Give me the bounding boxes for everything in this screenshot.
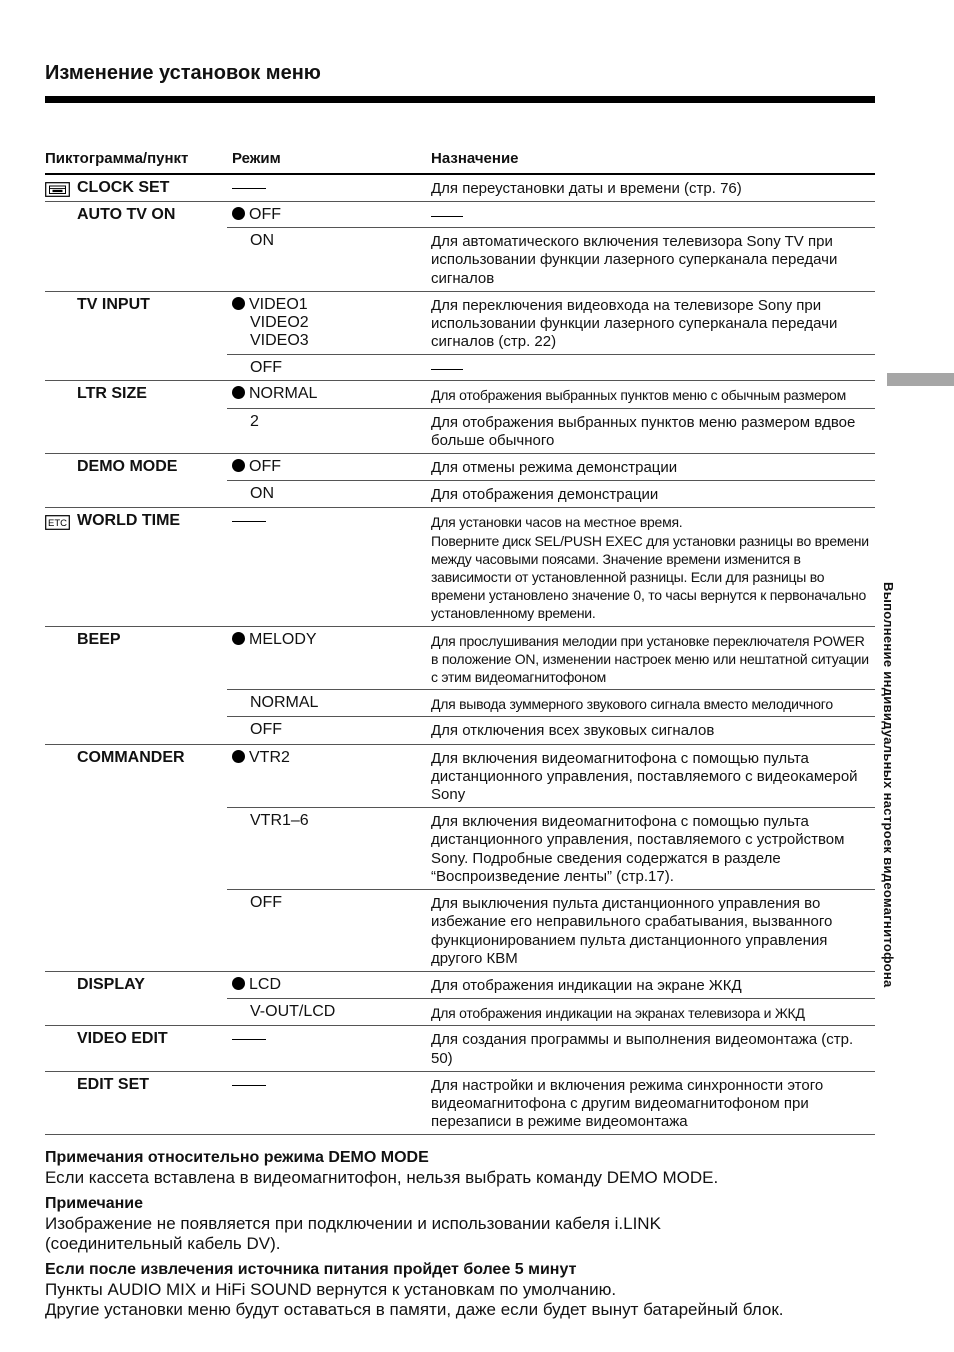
setting-row [227, 408, 875, 453]
header-mode: Режим [232, 150, 281, 167]
purpose-cell [431, 381, 875, 407]
mode-cell [232, 749, 290, 767]
setting-row [227, 454, 875, 480]
setting-row [227, 227, 875, 291]
title-rule [45, 96, 875, 103]
mode-text: OFF [249, 206, 281, 224]
setting-row [227, 175, 875, 201]
mode-text: OFF [249, 458, 281, 476]
purpose-text: Для создания программы и выполнения видеомонтажа (стр. 50) [431, 1031, 854, 1067]
mode-value [232, 721, 282, 739]
default-bullet-icon [232, 632, 245, 645]
menu-item-label: VIDEO EDIT [77, 1030, 168, 1048]
notes-section [45, 1148, 905, 1320]
purpose-cell [431, 1026, 875, 1070]
mode-cell [232, 359, 282, 377]
note-text: Другие установки меню будут оставаться в памяти, даже если будет вынут батарейный блок. [45, 1300, 784, 1319]
menu-item-label: COMMANDER [77, 748, 185, 766]
setting-row [227, 480, 875, 507]
mode-text: ON [250, 485, 274, 503]
etc-icon-text: ETC [48, 518, 67, 530]
purpose-cell [431, 890, 875, 971]
mode-value [232, 413, 259, 431]
menu-group-clock-set [45, 175, 875, 202]
mode-text: LCD [249, 975, 282, 993]
purpose-cell [431, 717, 875, 743]
mode-cell [232, 413, 259, 431]
mode-text: MELODY [249, 630, 317, 648]
mode-value [232, 385, 317, 403]
setting-row [227, 807, 875, 889]
mode-value [232, 314, 309, 332]
purpose-text: Для прослушивания мелодии при установке переключателя POWER в положение ON, изменении настроек меню или нештатной ситуации с этим видеомагнитофоном [431, 632, 869, 686]
mode-cell [232, 458, 281, 476]
purpose-text: Для отображения выбранных пунктов меню размером вдвое больше обычного [431, 413, 856, 449]
note-text: Пункты AUDIO MIX и HiFi SOUND вернутся к установкам по умолчанию. [45, 1280, 617, 1299]
menu-item-label: BEEP [77, 630, 121, 648]
settings-table [45, 175, 875, 1135]
purpose-text: Для отключения всех звуковых сигналов [431, 722, 715, 740]
mode-text: ON [250, 232, 274, 250]
mode-text: NORMAL [250, 694, 319, 712]
default-bullet-icon [232, 459, 245, 472]
mode-text: OFF [250, 721, 282, 739]
purpose-cell [431, 355, 875, 380]
menu-item-label: DISPLAY [77, 975, 145, 993]
mode-value [232, 485, 274, 503]
cassette-menu-icon [45, 182, 70, 197]
default-bullet-icon [232, 386, 245, 399]
mode-value [232, 458, 281, 476]
mode-cell [232, 1076, 266, 1086]
menu-item-label: EDIT SET [77, 1075, 150, 1093]
mode-cell [232, 1003, 335, 1021]
menu-item-label: TV INPUT [77, 295, 150, 313]
no-mode-dash [232, 1039, 266, 1040]
setting-row [227, 998, 875, 1025]
mode-cell [232, 232, 274, 250]
purpose-cell [431, 972, 875, 998]
menu-item-label: DEMO MODE [77, 458, 178, 476]
section-tab-marker [887, 373, 954, 386]
purpose-text: Для установки часов на местное время. Поверните диск SEL/PUSH EXEC для установки разницы во времени между часовыми поясами. Значение времени изменится в зависимости от установленной разницы. Если для разницы во времени установлено значение 0, то часы вернутся к первоначально установленному времени. [431, 514, 869, 622]
menu-group-commander [45, 745, 875, 972]
mode-cell [232, 976, 281, 994]
mode-value [232, 749, 290, 767]
menu-group-video-edit [45, 1026, 875, 1071]
mode-value [232, 976, 281, 994]
purpose-cell [431, 508, 875, 625]
purpose-cell [431, 1072, 875, 1135]
mode-value [232, 332, 309, 350]
header-purpose: Назначение [431, 150, 519, 167]
setting-row [227, 354, 875, 380]
mode-value [232, 359, 282, 377]
mode-cell [232, 812, 309, 830]
mode-value [232, 206, 281, 224]
setting-row [227, 716, 875, 743]
menu-group-world-time [45, 508, 875, 626]
note-heading: Если после извлечения источника питания пройдет более 5 минут [45, 1261, 577, 1278]
note-heading: Примечания относительно режима DEMO MODE [45, 1149, 429, 1166]
note-text: (соединительный кабель DV). [45, 1234, 281, 1253]
purpose-text: Для автоматического включения телевизора Sony TV при использовании функции лазерного суперканала передачи сигналов [431, 233, 838, 287]
menu-group-demo-mode [45, 454, 875, 508]
mode-value [232, 894, 282, 912]
purpose-text: Для отображения выбранных пунктов меню с обычным размером [431, 387, 846, 404]
purpose-cell [431, 745, 875, 808]
mode-text: VIDEO3 [250, 331, 309, 349]
mode-cell [232, 721, 282, 739]
menu-group-tv-input [45, 292, 875, 382]
purpose-cell [431, 175, 875, 201]
mode-value [232, 232, 274, 250]
mode-cell [232, 485, 274, 503]
note-heading: Примечание [45, 1195, 144, 1212]
no-mode-dash [232, 1085, 266, 1086]
setting-row [227, 889, 875, 971]
setting-row [227, 202, 875, 227]
mode-text: VIDEO1 [249, 295, 308, 313]
purpose-text: Для вывода зуммерного звукового сигнала вместо мелодичного [431, 696, 833, 713]
default-bullet-icon [232, 977, 245, 990]
mode-value [232, 631, 317, 649]
default-bullet-icon [232, 297, 245, 310]
mode-text: VTR2 [249, 748, 290, 766]
mode-value [232, 1003, 335, 1021]
purpose-text: Для настройки и включения режима синхронности этого видеомагнитофона с другим видеомагнитофоном при перезаписи в режиме видеомонтажа [431, 1076, 824, 1131]
mode-cell [232, 631, 317, 649]
purpose-cell [431, 627, 875, 690]
purpose-cell [431, 454, 875, 480]
default-bullet-icon [232, 750, 245, 763]
mode-cell [232, 385, 317, 403]
mode-text: NORMAL [249, 385, 318, 403]
setting-row [227, 627, 875, 690]
setting-row [227, 1026, 875, 1070]
setting-row [227, 381, 875, 407]
side-section-label: Выполнение индивидуальных настроек видеомагнитофона [881, 582, 896, 988]
no-purpose-dash [431, 216, 463, 217]
default-bullet-icon [232, 207, 245, 220]
mode-value [232, 296, 309, 314]
mode-text: VIDEO2 [250, 313, 309, 331]
no-mode-dash [232, 188, 266, 189]
mode-text: VTR1–6 [250, 812, 309, 830]
header-icon-item: Пиктограмма/пункт [45, 150, 189, 167]
mode-cell [232, 894, 282, 912]
mode-cell [232, 512, 266, 522]
menu-item-label: LTR SIZE [77, 385, 147, 403]
purpose-cell [431, 202, 875, 227]
menu-group-edit-set [45, 1072, 875, 1136]
purpose-text: Для переключения видеовхода на телевизоре Sony при использовании функции лазерного суперканала передачи сигналов (стр. 22) [431, 296, 838, 351]
page-title: Изменение установок меню [45, 62, 321, 84]
no-mode-dash [232, 521, 266, 522]
setting-row [227, 745, 875, 808]
mode-text: OFF [250, 359, 282, 377]
purpose-text: Для отображения демонстрации [431, 486, 659, 504]
mode-cell [232, 1030, 266, 1040]
setting-row [227, 1072, 875, 1135]
purpose-cell [431, 999, 875, 1025]
setting-row [227, 689, 875, 716]
purpose-text: Для отображения индикации на экране ЖКД [431, 976, 742, 994]
menu-group-ltr-size [45, 381, 875, 454]
mode-cell [232, 179, 266, 189]
mode-text: V-OUT/LCD [250, 1003, 336, 1021]
mode-text: OFF [250, 894, 282, 912]
menu-item-label: AUTO TV ON [77, 206, 176, 224]
setting-row [227, 508, 875, 625]
menu-group-auto-tv-on [45, 202, 875, 292]
menu-item-label: WORLD TIME [77, 512, 181, 530]
mode-value [232, 812, 309, 830]
setting-row [227, 292, 875, 355]
purpose-cell [431, 292, 875, 355]
purpose-cell [431, 808, 875, 889]
purpose-text: Для включения видеомагнитофона с помощью пульта дистанционного управления, поставляемого с устройством Sony. Подробные сведения содержатся в разделе “Воспроизведение ленты” (стр.17). [431, 813, 845, 885]
menu-group-display [45, 972, 875, 1026]
note-text: Если кассета вставлена в видеомагнитофон, нельзя выбрать команду DEMO MODE. [45, 1168, 719, 1187]
purpose-text: Для отмены режима демонстрации [431, 459, 678, 477]
setting-row [227, 972, 875, 998]
mode-value [232, 694, 318, 712]
no-purpose-dash [431, 369, 463, 370]
purpose-text: Для выключения пульта дистанционного управления во избежание его неправильного срабатывания, вызванного функционированием пульта дистанционного управления другого КВМ [431, 895, 833, 967]
mode-cell [232, 296, 309, 350]
purpose-text: Для переустановки даты и времени (стр. 76) [431, 180, 742, 197]
purpose-text: Для включения видеомагнитофона с помощью пульта дистанционного управления, поставляемого с видеокамерой Sony [431, 749, 858, 804]
mode-cell [232, 694, 318, 712]
menu-item-label: CLOCK SET [77, 179, 170, 196]
mode-cell [232, 206, 281, 224]
purpose-text: Для отображения индикации на экранах телевизора и ЖКД [431, 1005, 805, 1022]
note-text: Изображение не появляется при подключении и использовании кабеля i.LINK [45, 1214, 661, 1233]
mode-text: 2 [250, 412, 259, 430]
purpose-cell [431, 481, 875, 507]
menu-group-beep [45, 627, 875, 745]
purpose-cell [431, 409, 875, 453]
etc-menu-icon [45, 515, 70, 530]
purpose-cell [431, 690, 875, 716]
purpose-cell [431, 228, 875, 291]
